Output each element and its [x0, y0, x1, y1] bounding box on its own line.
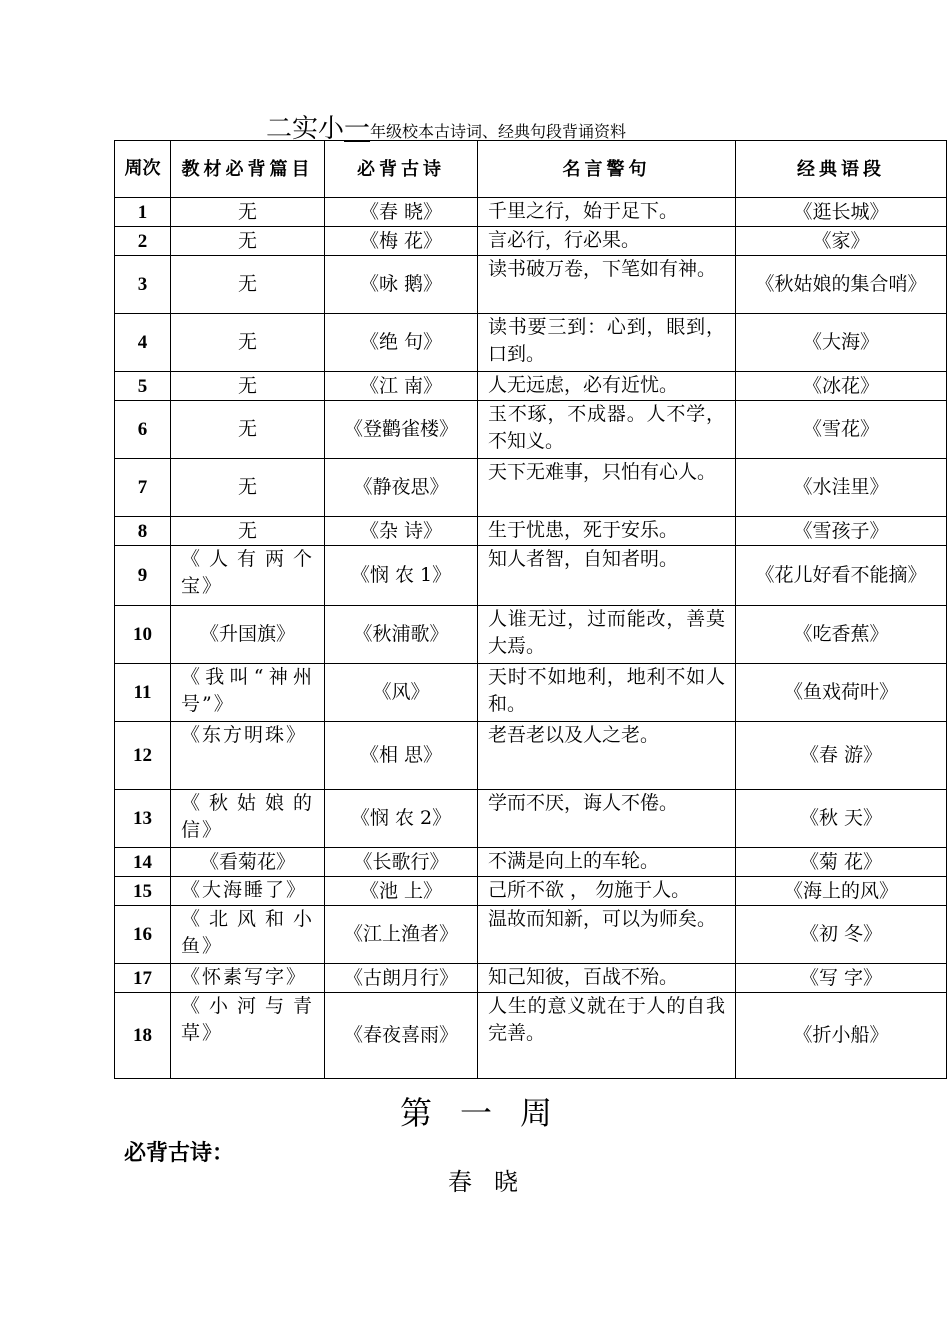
week-number-cell: 11 — [115, 664, 171, 722]
poem-cell: 《悯 农 2》 — [325, 790, 478, 848]
passage-cell: 《折小船》 — [736, 993, 947, 1079]
poem-cell: 《风》 — [325, 664, 478, 722]
passage-cell: 《水洼里》 — [736, 459, 947, 517]
header-poem: 必背古诗 — [325, 141, 478, 198]
quote-cell: 言必行，行必果。 — [478, 227, 736, 256]
school-name: 二实小 — [266, 114, 345, 144]
quote-cell: 人无远虑，必有近忧。 — [478, 372, 736, 401]
week-number-cell: 12 — [115, 722, 171, 790]
textbook-cell: 《秋姑娘的信》 — [171, 790, 325, 848]
quote-cell: 天时不如地利，地利不如人和。 — [478, 664, 736, 722]
table-body — [115, 198, 947, 1079]
textbook-cell: 《东方明珠》 — [171, 722, 325, 790]
textbook-cell: 《北风和小鱼》 — [171, 906, 325, 964]
quote-cell: 知人者智，自知者明。 — [478, 546, 736, 606]
table-row — [115, 256, 947, 314]
week-number-cell: 18 — [115, 993, 171, 1079]
passage-cell: 《初 冬》 — [736, 906, 947, 964]
passage-cell: 《逛长城》 — [736, 198, 947, 227]
passage-cell: 《春 游》 — [736, 722, 947, 790]
quote-cell: 学而不厌，诲人不倦。 — [478, 790, 736, 848]
textbook-cell: 无 — [171, 198, 325, 227]
passage-cell: 《吃香蕉》 — [736, 606, 947, 664]
passage-cell: 《菊 花》 — [736, 848, 947, 877]
recitation-table — [114, 140, 947, 1079]
poem-cell: 《古朗月行》 — [325, 964, 478, 993]
week-number-cell: 16 — [115, 906, 171, 964]
quote-cell: 玉不琢，不成器。人不学，不知义。 — [478, 401, 736, 459]
table-header-row — [115, 141, 947, 198]
poem-cell: 《杂 诗》 — [325, 517, 478, 546]
textbook-cell: 《我叫“神州号”》 — [171, 664, 325, 722]
header-quote: 名言警句 — [478, 141, 736, 198]
week-number-cell: 3 — [115, 256, 171, 314]
textbook-cell: 《小河与青草》 — [171, 993, 325, 1079]
poem-cell: 《春 晓》 — [325, 198, 478, 227]
quote-cell: 人谁无过，过而能改，善莫大焉。 — [478, 606, 736, 664]
poem-cell: 《梅 花》 — [325, 227, 478, 256]
textbook-cell: 无 — [171, 372, 325, 401]
table-row — [115, 993, 947, 1079]
textbook-cell: 无 — [171, 227, 325, 256]
poem-title: 春晓 — [448, 1168, 540, 1196]
textbook-cell: 无 — [171, 459, 325, 517]
grade-label: 一 — [344, 114, 371, 144]
table-row — [115, 372, 947, 401]
poem-cell: 《静夜思》 — [325, 459, 478, 517]
poem-cell: 《登鹳雀楼》 — [325, 401, 478, 459]
passage-cell: 《鱼戏荷叶》 — [736, 664, 947, 722]
week-number-cell: 15 — [115, 877, 171, 906]
week-number-cell: 17 — [115, 964, 171, 993]
table-row — [115, 401, 947, 459]
textbook-cell: 《看菊花》 — [171, 848, 325, 877]
textbook-cell: 《大海睡了》 — [171, 877, 325, 906]
poem-cell: 《秋浦歌》 — [325, 606, 478, 664]
table-row — [115, 664, 947, 722]
poem-cell: 《长歌行》 — [325, 848, 478, 877]
week-number-cell: 1 — [115, 198, 171, 227]
poem-cell: 《江 南》 — [325, 372, 478, 401]
textbook-cell: 《怀素写字》 — [171, 964, 325, 993]
week-number-cell: 13 — [115, 790, 171, 848]
week-number-cell: 6 — [115, 401, 171, 459]
poem-cell: 《池 上》 — [325, 877, 478, 906]
passage-cell: 《秋 天》 — [736, 790, 947, 848]
textbook-cell: 无 — [171, 517, 325, 546]
table-row — [115, 964, 947, 993]
quote-cell: 知己知彼，百战不殆。 — [478, 964, 736, 993]
quote-cell: 温故而知新，可以为师矣。 — [478, 906, 736, 964]
week-number-cell: 14 — [115, 848, 171, 877]
passage-cell: 《雪孩子》 — [736, 517, 947, 546]
textbook-cell: 无 — [171, 401, 325, 459]
quote-cell: 读书破万卷，下笔如有神。 — [478, 256, 736, 314]
section-heading: 第一周 — [399, 1094, 580, 1132]
passage-cell: 《秋姑娘的集合哨》 — [736, 256, 947, 314]
quote-cell: 天下无难事，只怕有心人。 — [478, 459, 736, 517]
textbook-cell: 《升国旗》 — [171, 606, 325, 664]
table-row — [115, 546, 947, 606]
table-row — [115, 198, 947, 227]
passage-cell: 《写 字》 — [736, 964, 947, 993]
week-number-cell: 9 — [115, 546, 171, 606]
quote-cell: 读书要三到：心到，眼到，口到。 — [478, 314, 736, 372]
table-row — [115, 606, 947, 664]
poem-cell: 《悯 农 1》 — [325, 546, 478, 606]
section-label: 必背古诗： — [124, 1141, 235, 1166]
passage-cell: 《家》 — [736, 227, 947, 256]
week-number-cell: 5 — [115, 372, 171, 401]
week-number-cell: 8 — [115, 517, 171, 546]
poem-cell: 《相 思》 — [325, 722, 478, 790]
quote-cell: 生于忧患，死于安乐。 — [478, 517, 736, 546]
week-number-cell: 4 — [115, 314, 171, 372]
header-textbook: 教材必背篇目 — [171, 141, 325, 198]
table-row — [115, 314, 947, 372]
quote-cell: 老吾老以及人之老。 — [478, 722, 736, 790]
table-row — [115, 517, 947, 546]
table-row — [115, 906, 947, 964]
textbook-cell: 《人有两个宝》 — [171, 546, 325, 606]
quote-cell: 千里之行，始于足下。 — [478, 198, 736, 227]
passage-cell: 《冰花》 — [736, 372, 947, 401]
poem-cell: 《咏 鹅》 — [325, 256, 478, 314]
table-row — [115, 877, 947, 906]
poem-cell: 《江上渔者》 — [325, 906, 478, 964]
passage-cell: 《大海》 — [736, 314, 947, 372]
quote-cell: 不满是向上的车轮。 — [478, 848, 736, 877]
title-rest: 年级校本古诗词、经典句段背诵资料 — [370, 122, 627, 141]
poem-cell: 《绝 句》 — [325, 314, 478, 372]
textbook-cell: 无 — [171, 256, 325, 314]
header-passage: 经典语段 — [736, 141, 947, 198]
textbook-cell: 无 — [171, 314, 325, 372]
week-number-cell: 10 — [115, 606, 171, 664]
week-number-cell: 2 — [115, 227, 171, 256]
table-row — [115, 459, 947, 517]
passage-cell: 《花儿好看不能摘》 — [736, 546, 947, 606]
passage-cell: 《雪花》 — [736, 401, 947, 459]
table-row — [115, 790, 947, 848]
quote-cell: 己所不欲 ， 勿施于人。 — [478, 877, 736, 906]
passage-cell: 《海上的风》 — [736, 877, 947, 906]
header-week: 周次 — [115, 141, 171, 198]
week-number-cell: 7 — [115, 459, 171, 517]
poem-cell: 《春夜喜雨》 — [325, 993, 478, 1079]
table-row — [115, 722, 947, 790]
table-row — [115, 848, 947, 877]
quote-cell: 人生的意义就在于人的自我完善。 — [478, 993, 736, 1079]
table-row — [115, 227, 947, 256]
